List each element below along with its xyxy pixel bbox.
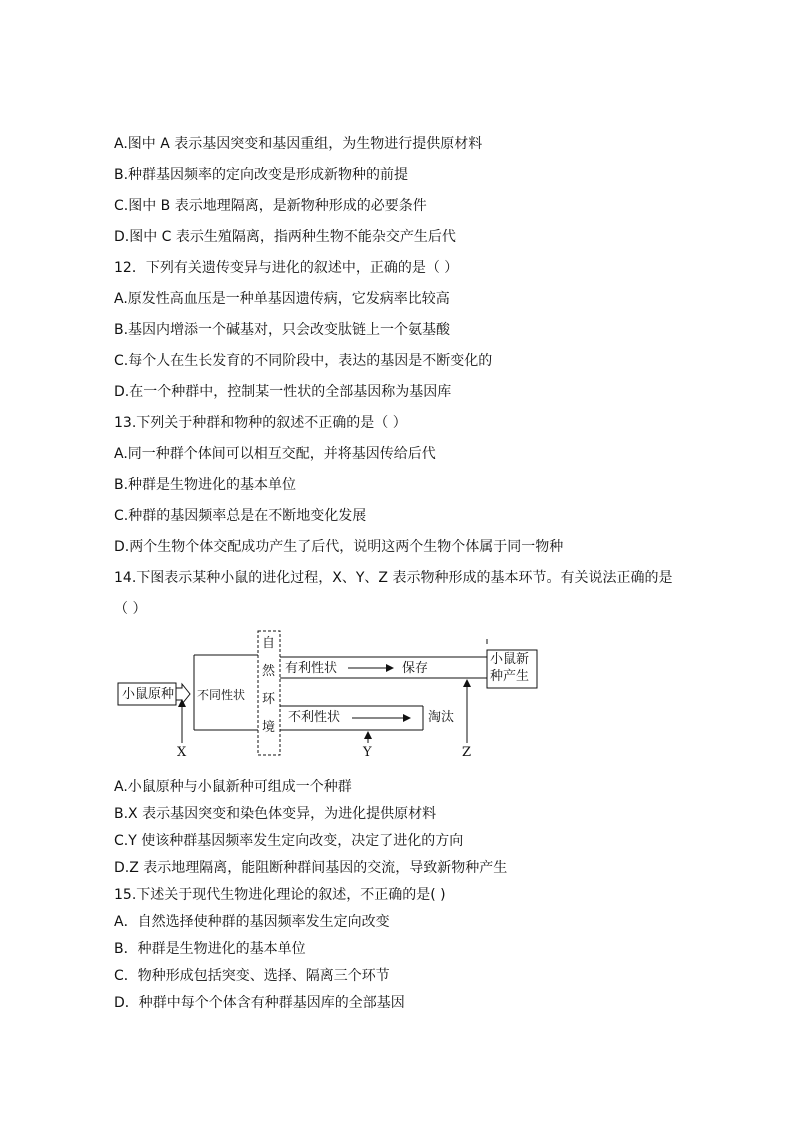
text-line: C.图中 B 表示地理隔离，是新物种形成的必要条件	[114, 198, 427, 214]
environment-char: 自	[262, 636, 276, 651]
text-line: B.X 表示基因突变和染色体变异，为进化提供原材料	[114, 806, 437, 822]
question-12-stem: 12．下列有关遗传变异与进化的叙述中，正确的是（ ）	[114, 260, 459, 276]
label-z: Z	[462, 745, 472, 760]
question-15-stem: 15.下述关于现代生物进化理论的叙述，不正确的是( )	[114, 887, 446, 903]
preserved-label: 保存	[402, 661, 429, 676]
question-13-stem: 13.下列关于种群和物种的叙述不正确的是（ ）	[114, 415, 407, 431]
answer-parentheses: （ ）	[114, 601, 147, 617]
original-species-label: 小鼠原种	[122, 687, 175, 702]
text-line: A．自然选择使种群的基因频率发生定向改变	[114, 914, 390, 930]
text-line: B.种群是生物进化的基本单位	[114, 477, 297, 493]
diagram-lines	[110, 630, 550, 765]
hollow-arrow-icon	[176, 684, 190, 704]
label-x: X	[177, 745, 187, 760]
text-line: A.原发性高血压是一种单基因遗传病，它发病率比较高	[114, 291, 450, 307]
text-line: B.基因内增添一个碱基对，只会改变肽链上一个氨基酸	[114, 322, 451, 338]
environment-char: 境	[262, 720, 276, 735]
text-line: D．种群中每个个体含有种群基因库的全部基因	[114, 995, 405, 1011]
text-line: B.种群基因频率的定向改变是形成新物种的前提	[114, 167, 409, 183]
question-14-stem: 14.下图表示某种小鼠的进化过程，X、Y、Z 表示物种形成的基本环节。有关说法正确的是	[114, 570, 673, 586]
text-line: A.图中 A 表示基因突变和基因重组，为生物进行提供原材料	[114, 136, 483, 152]
different-traits-label: 不同性状	[197, 688, 246, 702]
text-line: C.每个人在生长发育的不同阶段中，表达的基因是不断变化的	[114, 353, 493, 369]
text-line: C.Y 使该种群基因频率发生定向改变，决定了进化的方向	[114, 833, 464, 849]
favorable-traits-label: 有利性状	[285, 661, 338, 676]
text-line: D.在一个种群中，控制某一性状的全部基因称为基因库	[114, 384, 452, 400]
unfavorable-traits-label: 不利性状	[288, 710, 341, 725]
text-line: D.两个生物个体交配成功产生了后代，说明这两个生物个体属于同一物种	[114, 539, 564, 555]
text-line: C.种群的基因频率总是在不断地变化发展	[114, 508, 367, 524]
text-line: D.Z 表示地理隔离，能阻断种群间基因的交流，导致新物种产生	[114, 860, 508, 876]
environment-char: 环	[262, 692, 276, 707]
text-line: C．物种形成包括突变、选择、隔离三个环节	[114, 968, 390, 984]
text-line: B．种群是生物进化的基本单位	[114, 941, 306, 957]
new-species-label-line2: 种产生	[490, 669, 530, 684]
text-line: A.同一种群个体间可以相互交配，并将基因传给后代	[114, 446, 436, 462]
environment-char: 然	[262, 664, 276, 679]
speciation-diagram	[110, 630, 550, 765]
text-line: A.小鼠原种与小鼠新种可组成一个种群	[114, 779, 352, 795]
new-species-label-line1: 小鼠新	[490, 652, 530, 667]
text-line: D.图中 C 表示生殖隔离，指两种生物不能杂交产生后代	[114, 229, 456, 245]
eliminated-label: 淘汰	[428, 710, 455, 725]
label-y: Y	[363, 745, 372, 760]
